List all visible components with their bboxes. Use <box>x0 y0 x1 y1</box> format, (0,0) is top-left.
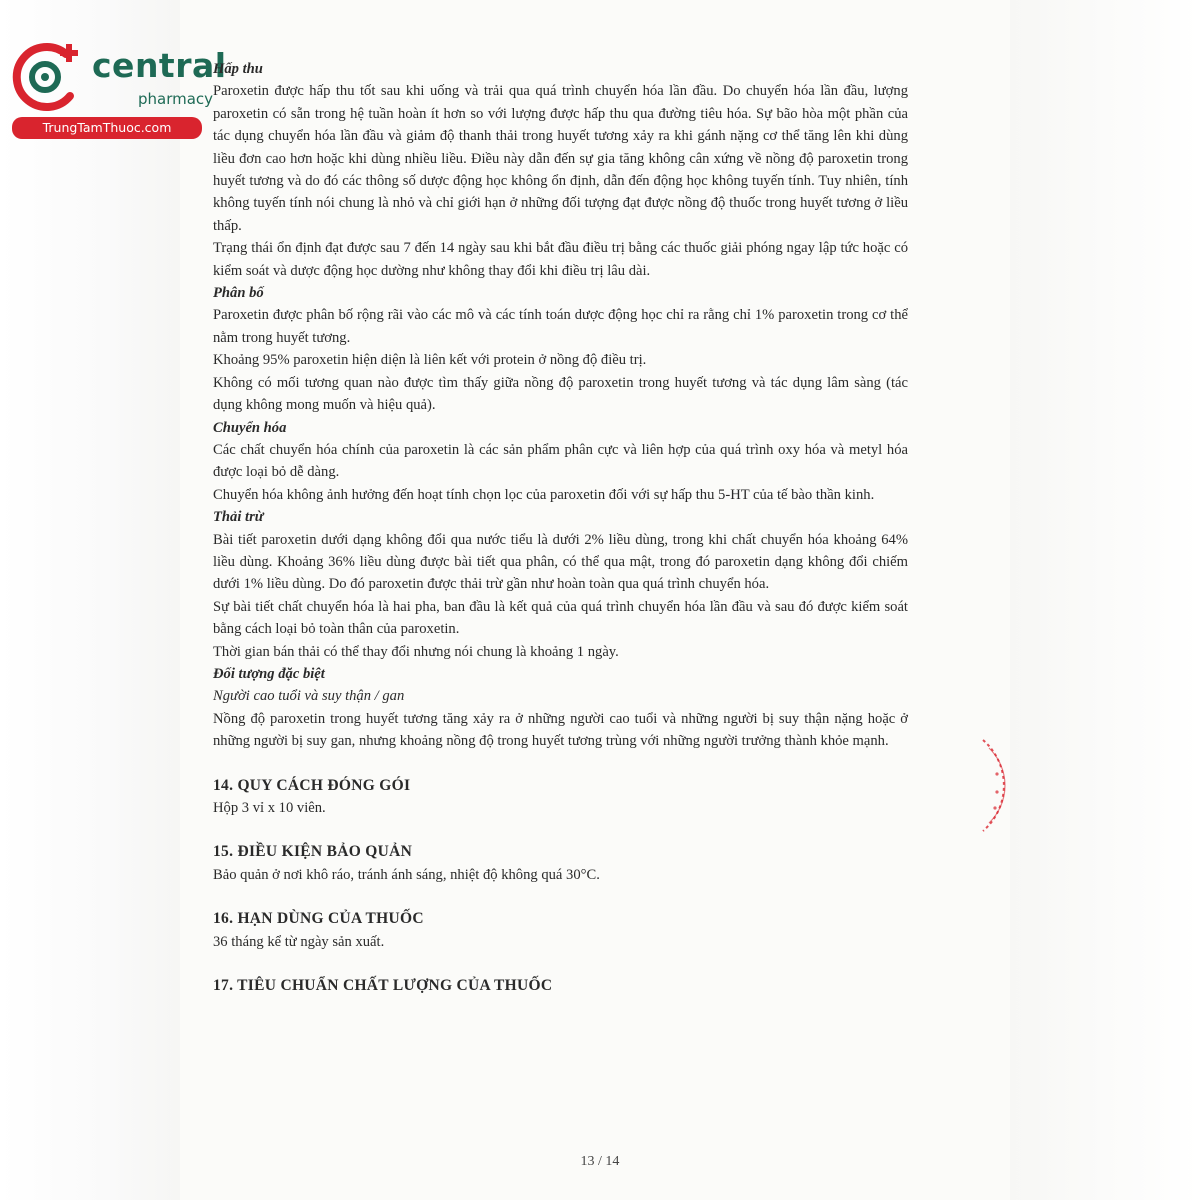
partial-stamp-icon <box>975 738 1015 833</box>
logo-mark-icon <box>8 40 92 116</box>
paragraph-doi-tuong: Nồng độ paroxetin trong huyết tương tăng xảy ra ở những người cao tuổi và những người bị suy thận nặng hoặc ở những người bị suy gan, nhưng khoảng nồng độ trong huyết tương trùng với những người trưởng thành khỏe mạnh. <box>213 710 908 750</box>
paragraph-chuyen-hoa-1: Các chất chuyển hóa chính của paroxetin là các sản phẩm phân cực và liên hợp của quá trình oxy hóa và metyl hóa được loại bỏ dễ dàng. <box>213 441 908 481</box>
paragraph-phan-bo-3: Không có mối tương quan nào được tìm thấy giữa nồng độ paroxetin trong huyết tương và tác dụng lâm sàng (tác dụng không mong muốn và hiệu quả). <box>213 374 908 414</box>
document-content <box>213 58 908 997</box>
section-14-title: 14. QUY CÁCH ĐÓNG GÓI <box>213 776 411 794</box>
paragraph-phan-bo-2: Khoảng 95% paroxetin hiện diện là liên kết với protein ở nồng độ điều trị. <box>213 352 647 369</box>
heading-chuyen-hoa: Chuyển hóa <box>213 419 287 436</box>
heading-hap-thu: Hấp thu <box>213 61 263 77</box>
section-14-text: Hộp 3 vỉ x 10 viên. <box>213 800 326 816</box>
brand-sub: pharmacy <box>138 90 214 108</box>
heading-thai-tru: Thải trừ <box>213 509 264 526</box>
paragraph-phan-bo-1: Paroxetin được phân bố rộng rãi vào các mô và các tính toán dược động học chỉ ra rằng chỉ 1% paroxetin trong cơ thể nằm trong huyết tương. <box>213 307 908 346</box>
brand-site-banner[interactable]: TrungTamThuoc.com <box>12 117 202 139</box>
heading-phan-bo: Phân bố <box>213 285 264 302</box>
scan-margin-left <box>0 0 180 1200</box>
section-16-text: 36 tháng kể từ ngày sản xuất. <box>213 933 385 950</box>
central-pharmacy-logo[interactable] <box>8 40 227 140</box>
paragraph-hap-thu-1: Paroxetin được hấp thu tốt sau khi uống và trải qua quá trình chuyển hóa lần đầu. Do chuyển hóa lần đầu, lượng paroxetin có sẵn trong hệ tuần hoàn ít hơn so với lượng được hấp thu qua đường tiêu hóa. Sự bão hòa một phần của tác dụng chuyển hóa lần đầu và giảm độ thanh thải trong huyết tương xảy ra khi gánh nặng cơ thể tăng lên khi dùng liều đơn cao hơn hoặc khi dùng nhiều liều. Điều này dẫn đến sự gia tăng không cân xứng về nồng độ paroxetin trong huyết tương và do đó các thông số dược động học không ổn định, dẫn đến động học không tuyến tính. Tuy nhiên, tính không tuyến tính nói chung là nhỏ và chỉ giới hạn ở những đối tượng đạt được nồng độ thuốc trong huyết tương ở liều thấp. <box>213 83 908 234</box>
paragraph-thai-tru-2: Sự bài tiết chất chuyển hóa là hai pha, ban đầu là kết quả của quá trình chuyển hóa lần đầu và sau đó được kiểm soát bằng cách loại bỏ toàn thân của paroxetin. <box>213 598 908 638</box>
section-16-title: 16. HẠN DÙNG CỦA THUỐC <box>213 910 424 928</box>
section-17-title: 17. TIÊU CHUẨN CHẤT LƯỢNG CỦA THUỐC <box>213 977 553 995</box>
heading-doi-tuong: Đối tượng đặc biệt <box>213 665 325 682</box>
paragraph-thai-tru-1: Bài tiết paroxetin dưới dạng không đổi qua nước tiểu là dưới 2% liều dùng, trong khi chất chuyển hóa khoảng 64% liều dùng. Khoảng 36% liều dùng được bài tiết qua phân, có thể qua mật, trong đó paroxetin dạng không đổi chiếm dưới 1% liều dùng. Do đó paroxetin được thải trừ gần như hoàn toàn qua quá trình chuyển hóa. <box>213 531 908 593</box>
section-15-text: Bảo quản ở nơi khô ráo, tránh ánh sáng, nhiệt độ không quá 30°C. <box>213 866 600 883</box>
section-15-title: 15. ĐIỀU KIỆN BẢO QUẢN <box>213 843 413 861</box>
brand-name: central <box>92 46 227 85</box>
paragraph-thai-tru-3: Thời gian bán thải có thể thay đổi nhưng nói chung là khoảng 1 ngày. <box>213 643 619 660</box>
paragraph-chuyen-hoa-2: Chuyển hóa không ảnh hưởng đến hoạt tính chọn lọc của paroxetin đối với sự hấp thu 5-HT của tế bào thần kinh. <box>213 486 875 503</box>
subheading-nguoi-cao-tuoi: Người cao tuổi và suy thận / gan <box>213 688 405 705</box>
paragraph-hap-thu-2: Trạng thái ổn định đạt được sau 7 đến 14 ngày sau khi bắt đầu điều trị bằng các thuốc giải phóng ngay lập tức hoặc có kiểm soát và dược động học dường như không thay đổi khi điều trị lâu dài. <box>213 240 908 279</box>
page-number: 13 / 14 <box>580 1154 620 1169</box>
scan-margin-right <box>1010 0 1200 1200</box>
